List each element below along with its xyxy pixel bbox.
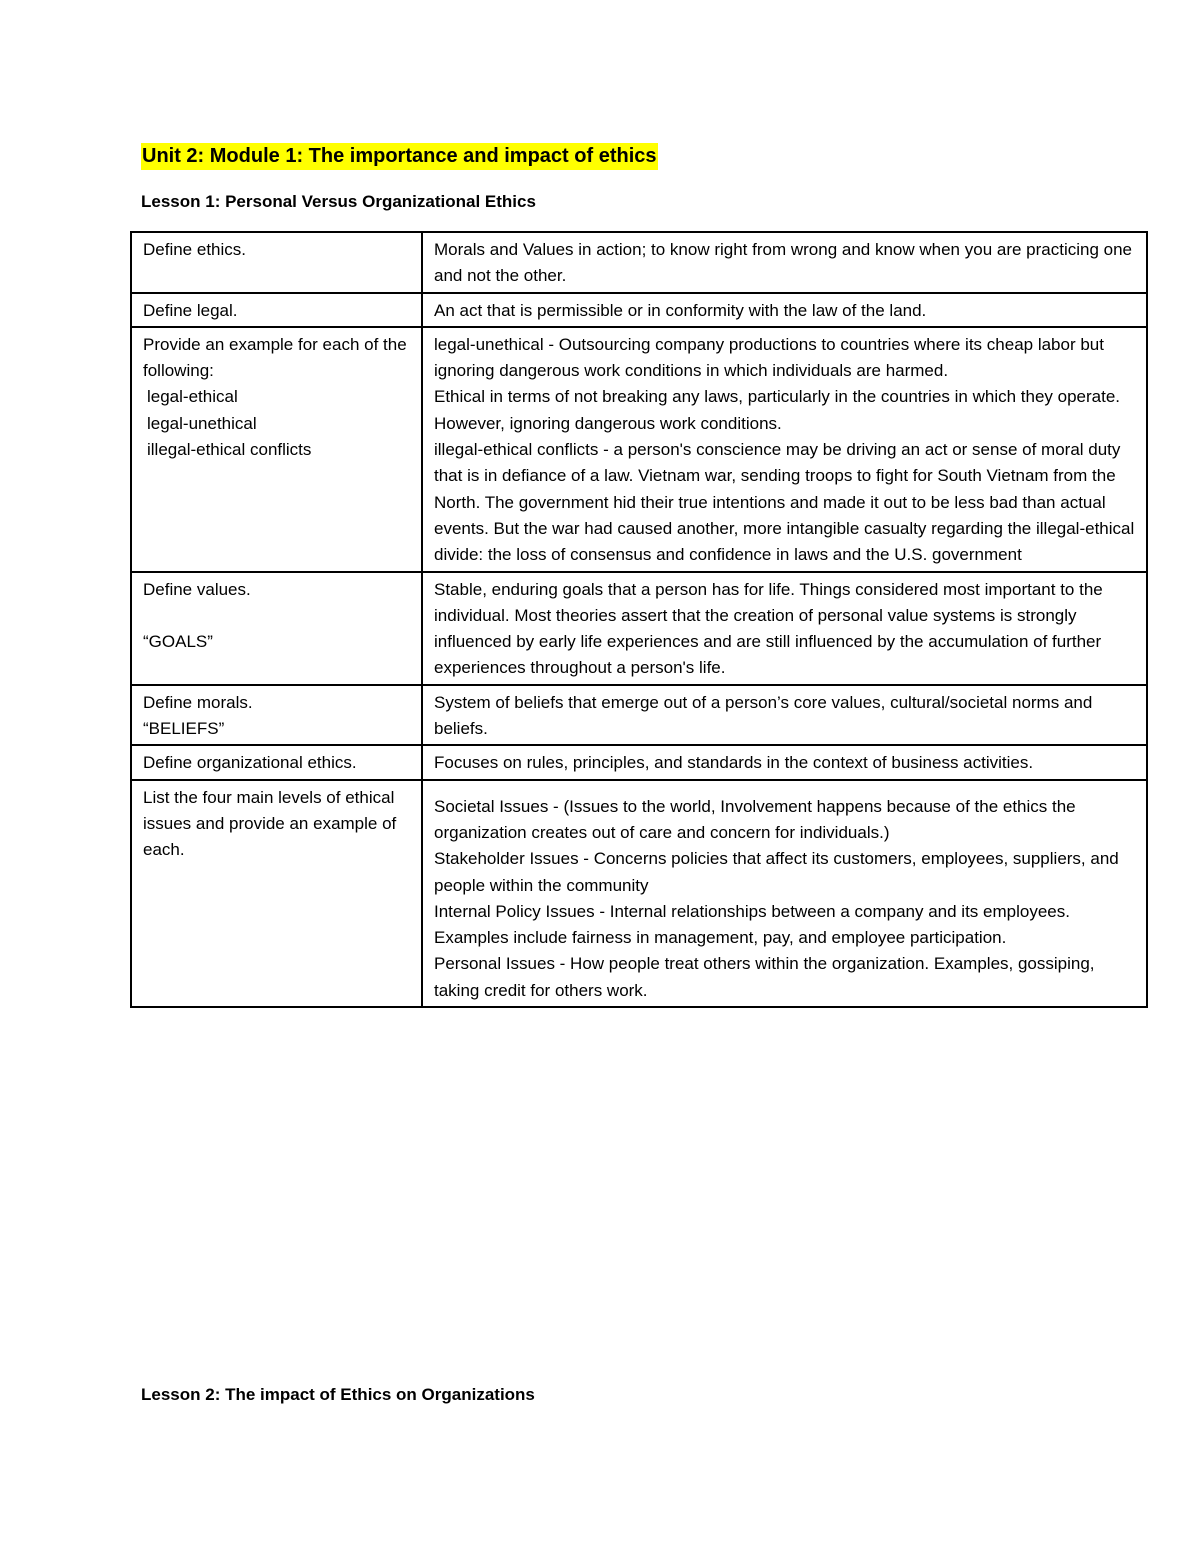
table-row-define-ethics [131, 232, 1147, 293]
answer-text: legal-unethical - Outsourcing company productions to countries where its cheap labor but ignoring dangerous work conditions in which individuals are harmed. [434, 334, 1104, 381]
lesson-1-heading: Lesson 1: Personal Versus Organizational Ethics [141, 192, 536, 211]
question-cell [131, 327, 422, 572]
question-text: Define ethics. [143, 240, 246, 259]
question-cell [131, 293, 422, 327]
page-title [141, 141, 658, 171]
question-cell [131, 745, 422, 779]
lesson-2-heading: Lesson 2: The impact of Ethics on Organizations [141, 1385, 535, 1404]
answer-societal-issues: Societal Issues - (Issues to the world, Involvement happens because of the ethics the organization creates out of care and concern for individuals.) [434, 796, 1076, 842]
question-text: Define morals. [143, 692, 253, 712]
question-cell [131, 572, 422, 685]
question-text: Provide an example for each of the following: [143, 334, 407, 381]
answer-cell [422, 745, 1147, 779]
table-row-define-organizational-ethics [131, 745, 1147, 779]
answer-text: An act that is permissible or in conformity with the law of the land. [434, 300, 927, 320]
answer-stakeholder-issues: Stakeholder Issues - Concerns policies that affect its customers, employees, suppliers, and people within the community [434, 849, 1119, 895]
table-row-examples [131, 327, 1147, 572]
answer-cell [422, 780, 1147, 1007]
answer-text: System of beliefs that emerge out of a person’s core values, cultural/societal norms and beliefs. [434, 692, 1093, 739]
table-row-define-values [131, 572, 1147, 685]
question-cell [131, 780, 422, 1007]
answer-text: Focuses on rules, principles, and standards in the context of business activities. [434, 753, 1034, 773]
question-keyword: “BELIEFS” [143, 719, 225, 739]
question-text: Define values. [143, 579, 251, 599]
answer-text: Stable, enduring goals that a person has for life. Things considered most important to the individual. Most theories assert that the creation of personal value systems is strongly influenced by early life experiences and are still influenced by the accumulation of further experiences throughout a person's life. [434, 579, 1103, 678]
question-text: List the four main levels of ethical issues and provide an example of each. [143, 787, 397, 860]
question-keyword: “GOALS” [143, 631, 213, 651]
table-row-define-morals [131, 685, 1147, 746]
answer-cell [422, 572, 1147, 685]
answer-cell [422, 685, 1147, 746]
answer-text: Morals and Values in action; to know right from wrong and know when you are practicing one and not the other. [434, 240, 1133, 286]
answer-internal-policy-issues: Internal Policy Issues - Internal relationships between a company and its employees. Examples include fairness in management, pay, and employee participation. [434, 901, 1070, 948]
answer-cell [422, 327, 1147, 572]
answer-cell [422, 232, 1147, 293]
question-item-illegal-ethical: illegal-ethical conflicts [147, 440, 312, 460]
answer-cell [422, 293, 1147, 327]
question-text: Define organizational ethics. [143, 753, 357, 773]
answer-personal-issues: Personal Issues - How people treat others within the organization. Examples, gossiping, taking credit for others work. [434, 954, 1095, 1000]
answer-text: illegal-ethical conflicts - a person's conscience may be driving an act or sense of moral duty that is in defiance of a law. Vietnam war, sending troops to fight for South Vietnam from the North. The government hid their true intentions and made it out to be less bad than actual events. But the war had caused another, more intangible casualty regarding the illegal-ethical divide: the loss of consensus and confidence in laws and the U.S. government [434, 440, 1135, 565]
question-cell [131, 232, 422, 293]
question-item-legal-ethical: legal-ethical [147, 387, 238, 407]
question-item-legal-unethical: legal-unethical [147, 413, 257, 433]
question-cell [131, 685, 422, 746]
table-row-define-legal [131, 293, 1147, 327]
page-title-text: Unit 2: Module 1: The importance and impact of ethics [141, 143, 658, 170]
question-text: Define legal. [143, 300, 238, 320]
answer-text: Ethical in terms of not breaking any laws, particularly in the countries in which they operate. However, ignoring dangerous work conditions. [434, 387, 1121, 433]
ethics-qa-table [130, 231, 1148, 1008]
table-row-ethical-issue-levels [131, 780, 1147, 1007]
